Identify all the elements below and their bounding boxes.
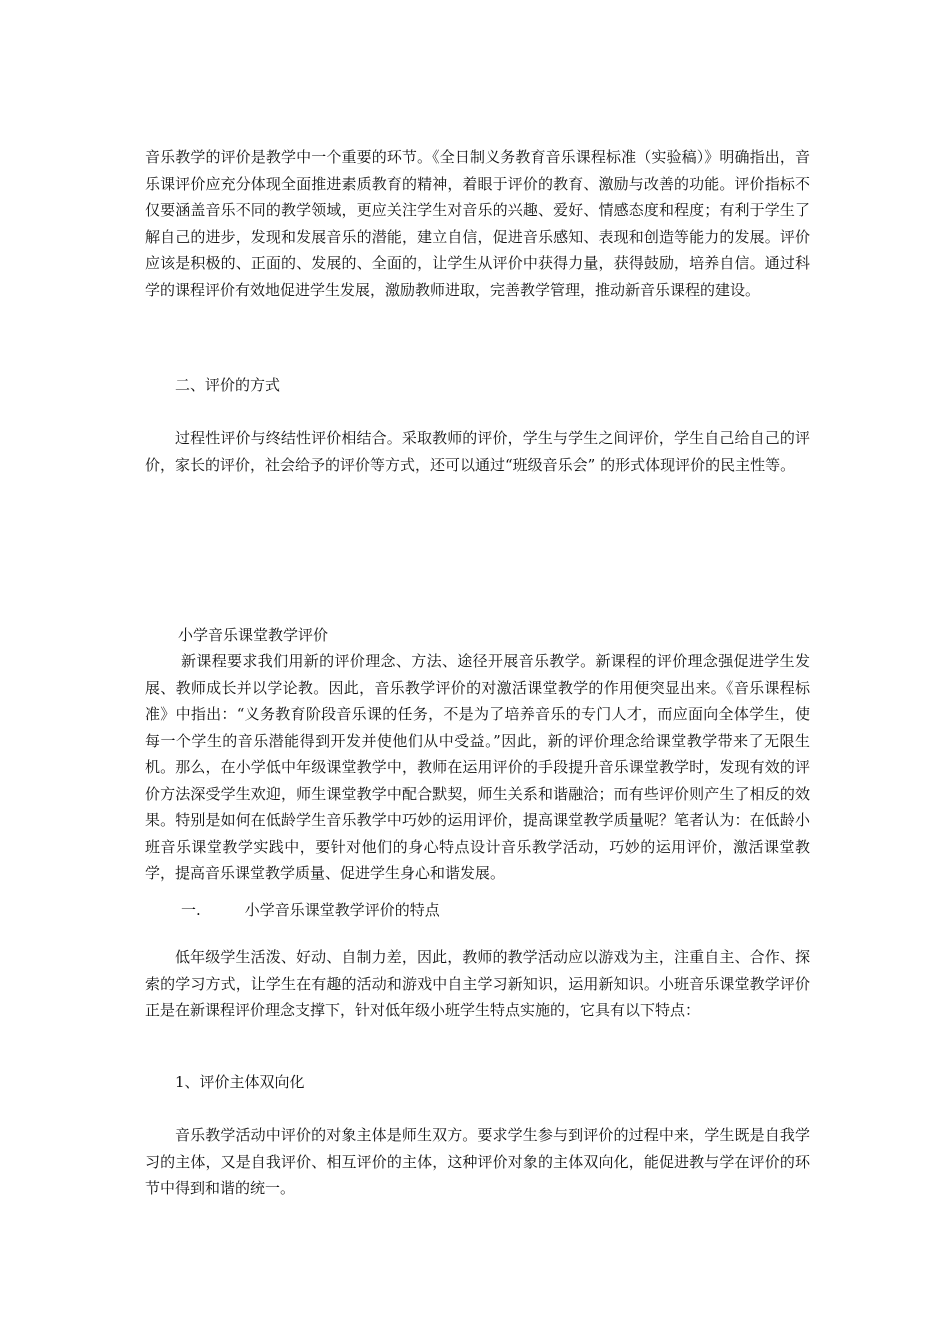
methods-heading: 二、评价的方式 xyxy=(175,376,281,394)
article-title: 小学音乐课堂教学评价 xyxy=(178,626,329,644)
section-1-paragraph: 低年级学生活泼、好动、自制力差，因此，教师的教学活动应以游戏为主，注重自主、合作、探索的学习方式，让学生在有趣的活动和游戏中自主学习新知识，运用新知识。小班音乐课堂教学评价正是在新课程评价理念支撑下，针对低年级小班学生特点实施的，它具有以下特点： xyxy=(145,948,810,1019)
section-1-heading xyxy=(181,897,440,924)
subheading-1: 1、评价主体双向化 xyxy=(175,1073,305,1091)
article-intro-paragraph: 新课程要求我们用新的评价理念、方法、途径开展音乐教学。新课程的评价理念强促进学生发展、教师成长并以学论教。因此，音乐教学评价的对激活课堂教学的作用便突显出来。《音乐课程标准》中指出：“义务教育阶段音乐课的任务，不是为了培养音乐的专门人才，而应面向全体学生，使每一个学生的音乐潜能得到开发并使他们从中受益。”因此，新的评价理念给课堂教学带来了无限生机。那么，在小学低中年级课堂教学中，教师在运用评价的手段提升音乐课堂教学时，发现有效的评价方法深受学生欢迎，师生课堂教学中配合默契，师生关系和谐融洽；而有些评价则产生了相反的效果。特别是如何在低龄学生音乐教学中巧妙的运用评价，提高课堂教学质量呢？笔者认为：在低龄小班音乐课堂教学实践中，要针对他们的身心特点设计音乐教学活动，巧妙的运用评价，激活课堂教学，提高音乐课堂教学质量、促进学生身心和谐发展。 xyxy=(145,652,810,882)
subsection-1-paragraph: 音乐教学活动中评价的对象主体是师生双方。要求学生参与到评价的过程中来，学生既是自我学习的主体，又是自我评价、相互评价的主体，这种评价对象的主体双向化，能促进教与学在评价的环节中得到和谐的统一。 xyxy=(145,1126,810,1197)
section-1-title: 小学音乐课堂教学评价的特点 xyxy=(244,901,440,919)
methods-paragraph: 过程性评价与终结性评价相结合。采取教师的评价，学生与学生之间评价，学生自己给自己的评价，家长的评价，社会给予的评价等方式，还可以通过“班级音乐会” 的形式体现评价的民主性等。 xyxy=(145,429,810,474)
intro-paragraph: 音乐教学的评价是教学中一个重要的环节。《全日制义务教育音乐课程标准（实验稿）》明确指出，音乐课评价应充分体现全面推进素质教育的精神，着眼于评价的教育、激励与改善的功能。评价指标不仅要涵盖音乐不同的教学领域，更应关注学生对音乐的兴趣、爱好、情感态度和程度；有利于学生了解自己的进步，发现和发展音乐的潜能，建立自信，促进音乐感知、表现和创造等能力的发展。评价应该是积极的、正面的、发展的、全面的，让学生从评价中获得力量，获得鼓励，培养自信。通过科学的课程评价有效地促进学生发展，激励教师进取，完善教学管理，推动新音乐课程的建设。 xyxy=(145,148,810,299)
section-1-number: 一. xyxy=(181,901,201,919)
